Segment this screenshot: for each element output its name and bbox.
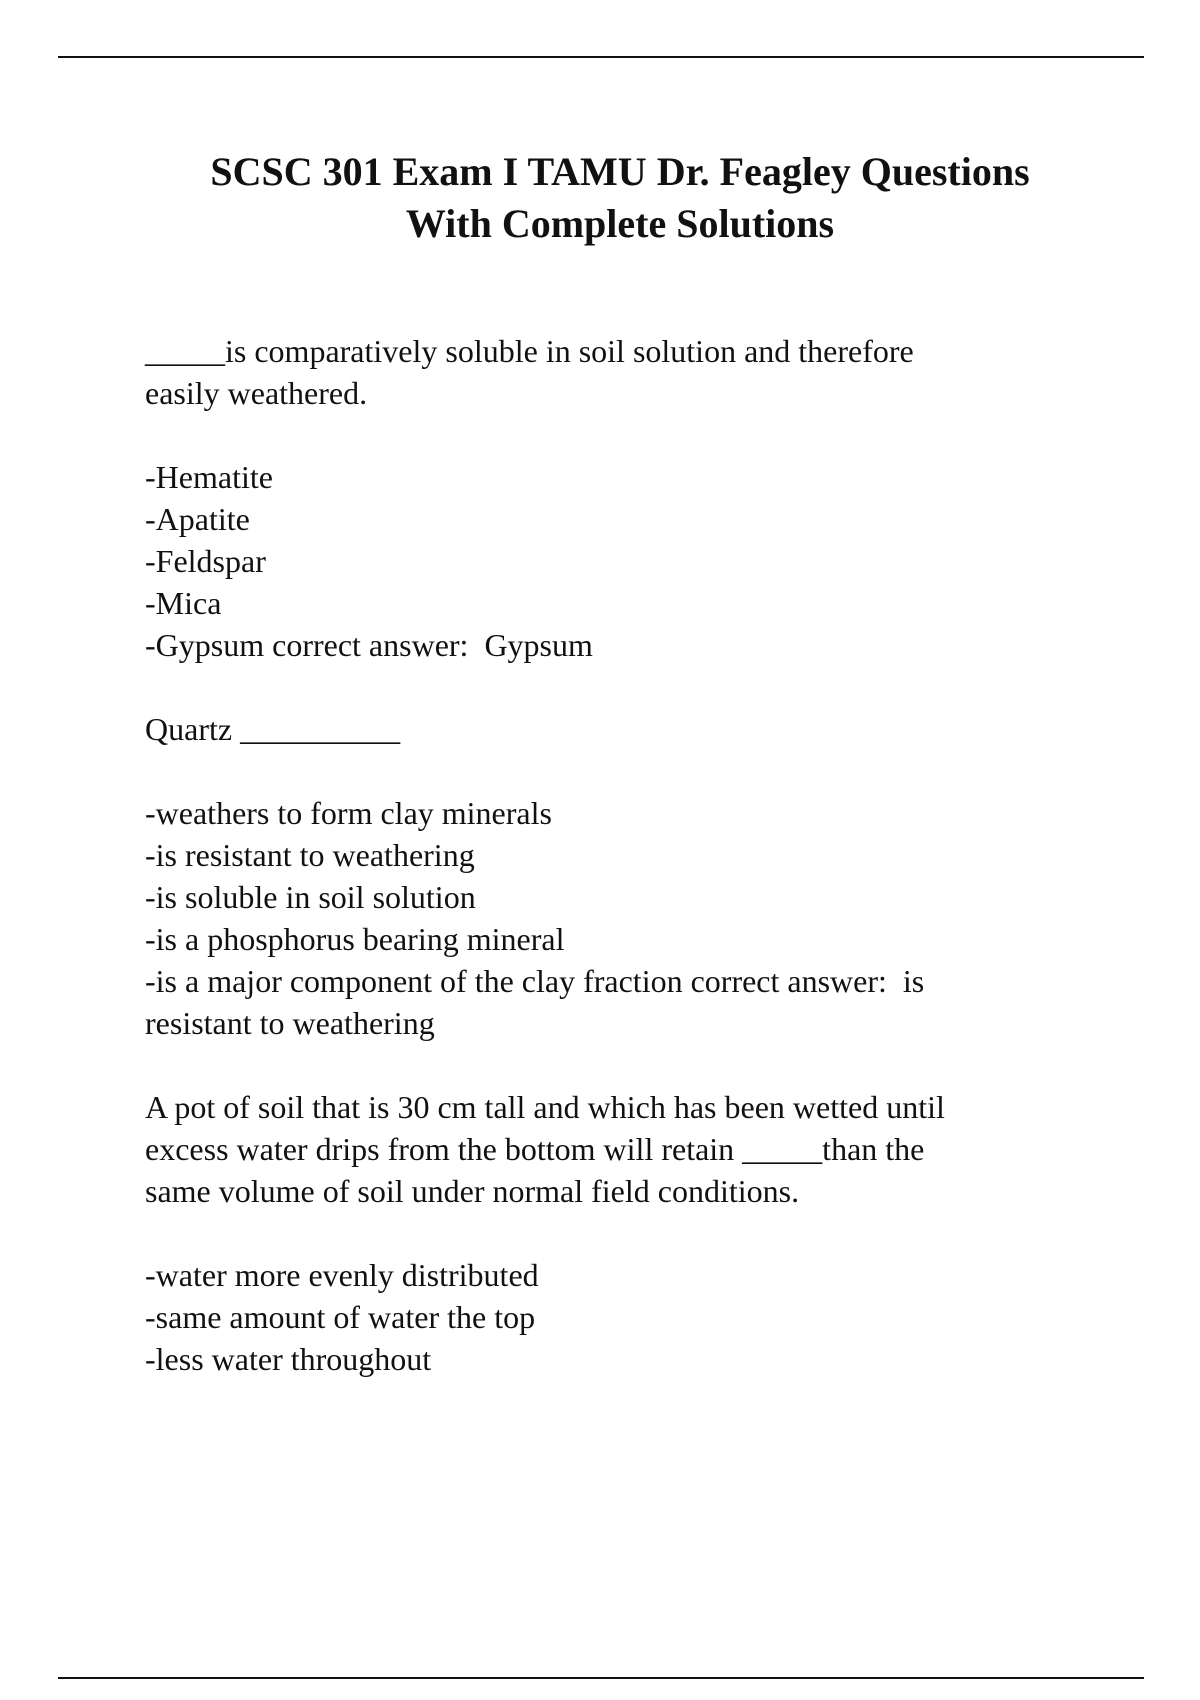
option-line: -is soluble in soil solution: [145, 879, 476, 915]
option-line: -weathers to form clay minerals: [145, 795, 552, 831]
bottom-rule: [58, 1677, 1144, 1679]
option-line: -is resistant to weathering: [145, 837, 475, 873]
option-line: -Apatite: [145, 501, 250, 537]
option-line: -Hematite: [145, 459, 273, 495]
option-line: -less water throughout: [145, 1341, 432, 1377]
option-line: -Mica: [145, 585, 222, 621]
option-line: -same amount of water the top: [145, 1299, 536, 1335]
text-line: easily weathered.: [145, 375, 368, 411]
document-title: [100, 146, 1140, 250]
question-3-prompt: [145, 1086, 1085, 1212]
text-line: same volume of soil under normal field conditions.: [145, 1173, 800, 1209]
question-1-prompt: [145, 330, 1085, 414]
answer-continuation: resistant to weathering: [145, 1005, 435, 1041]
text-line: excess water drips from the bottom will retain _____than the: [145, 1131, 925, 1167]
option-line: -water more evenly distributed: [145, 1257, 539, 1293]
document-body: [145, 330, 1085, 1422]
top-rule: [58, 56, 1144, 58]
option-line-with-answer: -is a major component of the clay fraction correct answer: is: [145, 963, 925, 999]
text-line: Quartz __________: [145, 711, 401, 747]
question-2-options: [145, 792, 1085, 1044]
option-line: -is a phosphorus bearing mineral: [145, 921, 565, 957]
title-line-2: With Complete Solutions: [405, 201, 835, 246]
option-line-with-answer: -Gypsum correct answer: Gypsum: [145, 627, 593, 663]
question-2-prompt: [145, 708, 1085, 750]
title-line-1: SCSC 301 Exam I TAMU Dr. Feagley Questions: [210, 149, 1030, 194]
text-line: A pot of soil that is 30 cm tall and which has been wetted until: [145, 1089, 945, 1125]
text-line: _____is comparatively soluble in soil solution and therefore: [145, 333, 914, 369]
question-3-options: [145, 1254, 1085, 1380]
question-1-options: [145, 456, 1085, 666]
option-line: -Feldspar: [145, 543, 266, 579]
